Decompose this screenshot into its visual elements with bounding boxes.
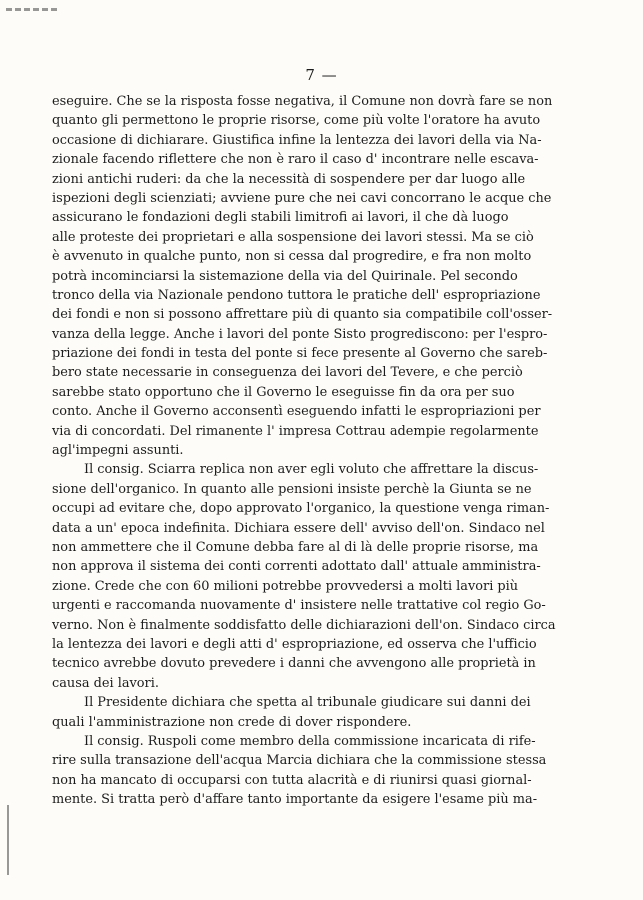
text-line: dei fondi e non si possono affrettare più di quanto sia compatibile coll'osser- — [52, 307, 553, 323]
text-line: causa dei lavori. — [52, 675, 159, 691]
text-line: verno. Non è finalmente soddisfatto delle dichiarazioni dell'on. Sindaco circa — [52, 617, 556, 633]
text-line: non ammettere che il Comune debba fare al di là delle proprie risorse, ma — [52, 539, 539, 555]
text-line: occasione di dichiarare. Giustifica infine la lentezza dei lavori della via Na- — [52, 132, 542, 148]
text-line: zione. Crede che con 60 milioni potrebbe provvedersi a molti lavori più — [52, 578, 519, 594]
text-line: è avvenuto in qualche punto, non si cessa dal progredire, e fra non molto — [52, 249, 532, 265]
text-line: zioni antichi ruderi: da che la necessità di sospendere per dar luogo alle — [52, 171, 526, 187]
text-line: bero state necessarie in conseguenza dei lavori del Tevere, e che perciò — [52, 365, 523, 381]
text-line: ispezioni degli scienziati; avviene pure che nei cavi concorrano le acque che — [52, 190, 552, 206]
text-line: eseguire. Che se la risposta fosse negativa, il Comune non dovrà fare se non — [52, 94, 553, 109]
text-line: via di concordati. Del rimanente l' impresa Cottrau adempie regolarmente — [52, 423, 539, 439]
text-line: non ha mancato di occuparsi con tutta alacrità e di riunirsi quasi giornal- — [52, 772, 532, 788]
text-line: quanto gli permettono le proprie risorse, come più volte l'oratore ha avuto — [52, 113, 541, 129]
text-line: potrà incominciarsi la sistemazione della via del Quirinale. Pel secondo — [52, 268, 518, 284]
text-line: non approva il sistema dei conti correnti adottato dall' attuale amministra- — [52, 559, 541, 575]
text-line: sione dell'organico. In quanto alle pensioni insiste perchè la Giunta se ne — [52, 481, 532, 497]
text-line: alle proteste dei proprietari e alla sospensione dei lavori stessi. Ma se ciò — [52, 229, 534, 245]
text-line: tecnico avrebbe dovuto prevedere i danni che avvengono alle proprietà in — [52, 656, 536, 672]
margin-rule — [7, 805, 9, 875]
text-line: Il consig. Sciarra replica non aver egli voluto che affrettare la discus- — [84, 462, 539, 478]
text-line: priazione dei fondi in testa del ponte si fece presente al Governo che sareb- — [52, 346, 548, 362]
text-line: quali l'amministrazione non crede di dover rispondere. — [52, 714, 412, 730]
text-line: sarebbe stato opportuno che il Governo le eseguisse fin da ora per suo — [52, 384, 515, 400]
text-line: urgenti e raccomanda nuovamente d' insistere nelle trattative col regio Go- — [52, 598, 546, 614]
text-line: agl'impegni assunti. — [52, 443, 184, 459]
body-text — [52, 92, 556, 809]
text-line: Il consig. Ruspoli come membro della commissione incaricata di rife- — [84, 733, 536, 749]
text-line: rire sulla transazione dell'acqua Marcia dichiara che la commissione stessa — [52, 753, 547, 769]
text-line: occupi ad evitare che, dopo approvato l'organico, la questione venga riman- — [52, 501, 550, 517]
text-line: vanza della legge. Anche i lavori del ponte Sisto progrediscono: per l'espro- — [52, 326, 548, 342]
text-line: Il Presidente dichiara che spetta al tribunale giudicare sui danni dei — [84, 695, 531, 711]
scan-artifact-mark — [6, 8, 60, 11]
text-line: mente. Si tratta però d'affare tanto importante da esigere l'esame più ma- — [52, 792, 538, 808]
text-line: la lentezza dei lavori e degli atti d' espropriazione, ed osserva che l'ufficio — [52, 636, 537, 652]
text-line: tronco della via Nazionale pendono tuttora le pratiche dell' espropriazione — [52, 287, 541, 303]
text-line: data a un' epoca indefinita. Dichiara essere dell' avviso dell'on. Sindaco nel — [52, 520, 545, 536]
text-line: zionale facendo riflettere che non è raro il caso d' incontrare nelle escava- — [52, 152, 539, 168]
text-line: assicurano le fondazioni degli stabili limitrofi ai lavori, il che dà luogo — [52, 210, 509, 226]
text-line: conto. Anche il Governo acconsentì eseguendo infatti le espropriazioni per — [52, 404, 541, 420]
page-number: 7 — — [305, 66, 338, 84]
